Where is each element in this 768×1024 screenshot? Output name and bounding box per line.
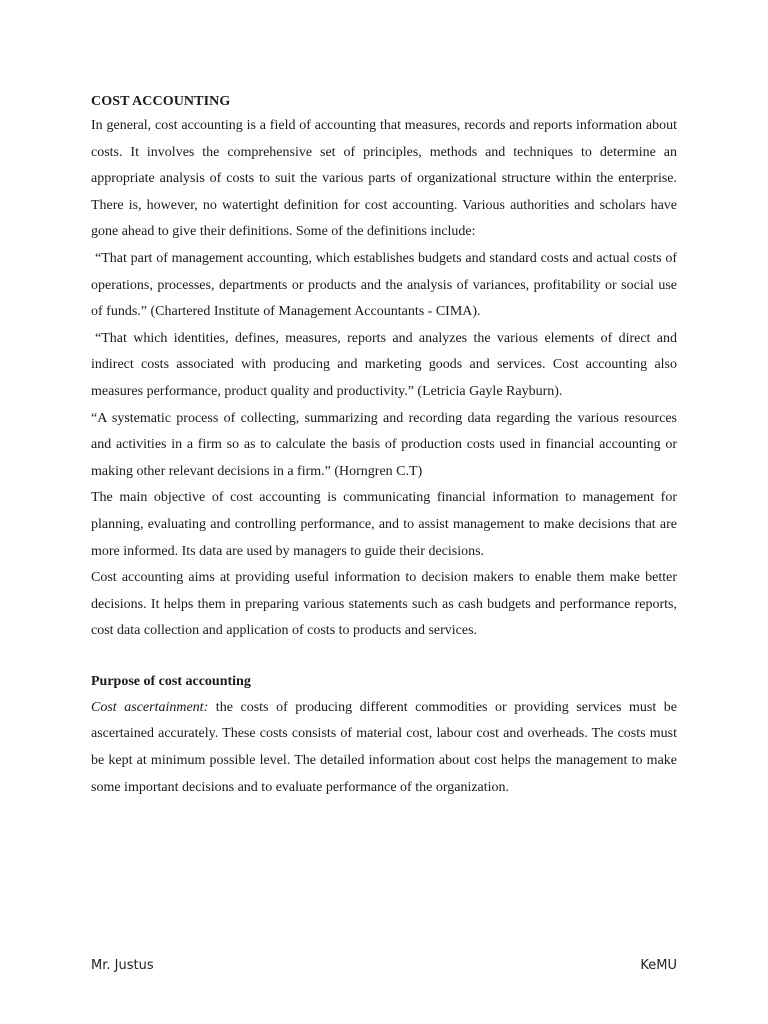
cost-ascertainment-term: Cost ascertainment: [91, 699, 209, 715]
paragraph-cost-ascertainment [91, 695, 677, 801]
document-title: COST ACCOUNTING [91, 94, 231, 109]
paragraph-aims: Cost accounting aims at providing useful information to decision makers to enable them make better decisions. It helps them in preparing various statements such as cash budgets and performance reports, cost data collection and application of costs to products and services. [91, 570, 677, 639]
paragraph-cima-definition: “That part of management accounting, which establishes budgets and standard costs and actual costs of operations, processes, departments or products and the analysis of variances, profitability or social use of funds.” (Chartered Institute of Management Accountants - CIMA). [91, 250, 677, 320]
footer-author: Mr. Justus [91, 958, 154, 973]
page-footer [91, 958, 677, 973]
section-spacer [91, 645, 677, 671]
footer-institution: KeMU [640, 958, 677, 973]
paragraph-main-objective: The main objective of cost accounting is communicating financial information to management for planning, evaluating and controlling performance, and to assist management to make decisions that are more informed. Its data are used by managers to guide their decisions. [91, 490, 677, 559]
document-page [91, 93, 677, 801]
paragraph-rayburn-definition: “That which identities, defines, measures, reports and analyzes the various elements of direct and indirect costs associated with producing and marketing goods and services. Cost accounting also measures performance, product quality and productivity.” (Letricia Gayle Rayburn). [91, 330, 677, 399]
paragraph-horngren-definition: “A systematic process of collecting, summarizing and recording data regarding the various resources and activities in a firm so as to calculate the basis of production costs used in financial accounting or making other relevant decisions in a firm.” (Horngren C.T) [91, 410, 677, 479]
cost-ascertainment-text: the costs of producing different commodities or providing services must be ascertained accurately. These costs consists of material cost, labour cost and overheads. The costs must be kept at minimum possible level. The detailed information about cost helps the management to make some important decisions and to evaluate performance of the organization. [91, 699, 677, 795]
paragraph-intro: In general, cost accounting is a field of accounting that measures, records and reports information about costs. It involves the comprehensive set of principles, methods and techniques to determine an appropriate analysis of costs to suit the various parts of organizational structure within the enterprise. There is, however, no watertight definition for cost accounting. Various authorities and scholars have gone ahead to give their definitions. Some of the definitions include: [91, 118, 677, 240]
purpose-heading: Purpose of cost accounting [91, 673, 251, 689]
